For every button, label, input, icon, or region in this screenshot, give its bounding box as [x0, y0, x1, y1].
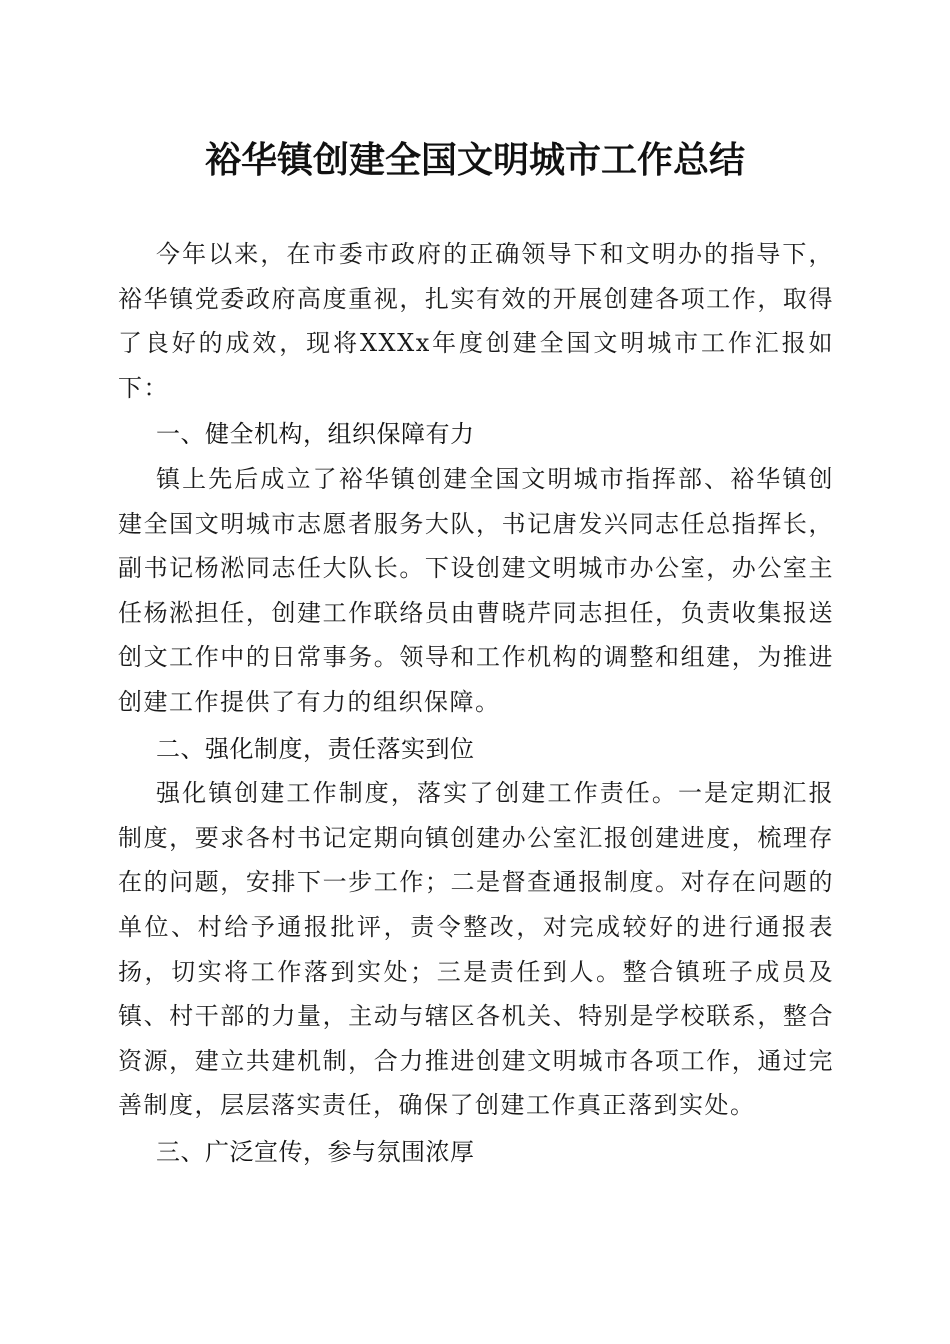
- section-body-2: 强化镇创建工作制度，落实了创建工作责任。一是定期汇报制度，要求各村书记定期向镇创建办公室汇报创建进度，梳理存在的问题，安排下一步工作；二是督查通报制度。对存在问题的单位、村给予通报批评，责令整改，对完成较好的进行通报表扬，切实将工作落到实处；三是责任到人。整合镇班子成员及镇、村干部的力量，主动与辖区各机关、特别是学校联系，整合资源，建立共建机制，合力推进创建文明城市各项工作，通过完善制度，层层落实责任，确保了创建工作真正落到实处。: [118, 779, 834, 1120]
- section-heading-3: 三、广泛宣传，参与氛围浓厚: [156, 1137, 475, 1166]
- document-title: 裕华镇创建全国文明城市工作总结: [204, 139, 745, 181]
- section-body-1: 镇上先后成立了裕华镇创建全国文明城市指挥部、裕华镇创建全国文明城市志愿者服务大队，书记唐发兴同志任总指挥长，副书记杨淞同志任大队长。下设创建文明城市办公室，办公室主任杨淞担任，创建工作联络员由曹晓芹同志担任，负责收集报送创文工作中的日常事务。领导和工作机构的调整和组建，为推进创建工作提供了有力的组织保障。: [118, 464, 834, 716]
- section-heading-1: 一、健全机构，组织保障有力: [156, 420, 475, 449]
- document-body: [118, 232, 834, 1174]
- intro-paragraph: 今年以来，在市委市政府的正确领导下和文明办的指导下，裕华镇党委政府高度重视，扎实有效的开展创建各项工作，取得了良好的成效，现将XXXx年度创建全国文明城市工作汇报如下：: [118, 240, 834, 402]
- section-heading-2: 二、强化制度，责任落实到位: [156, 734, 475, 763]
